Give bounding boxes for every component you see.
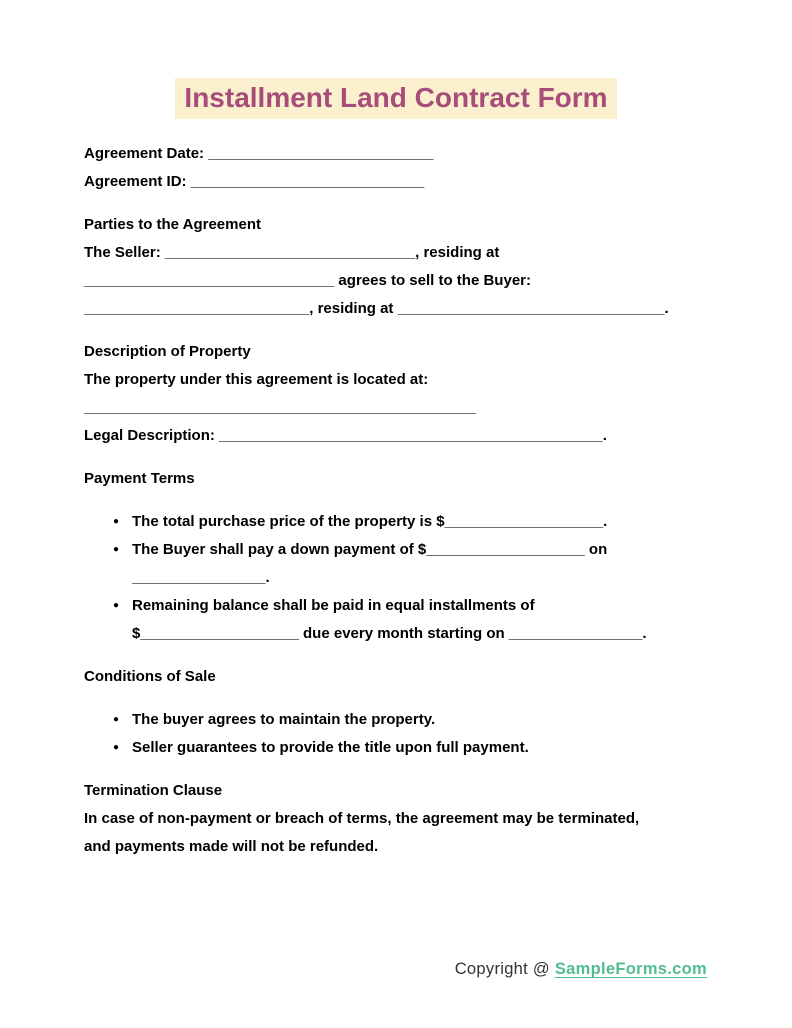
section-heading-conditions: Conditions of Sale	[84, 668, 216, 685]
legal-description-line: Legal Description: ______________________________________________.	[84, 427, 607, 444]
footer-copyright	[455, 958, 707, 981]
property-location-line: The property under this agreement is located at:	[84, 371, 429, 388]
purchase-price-line: ● The total purchase price of the property is $___________________.	[132, 513, 608, 530]
conditions-heading-block	[84, 663, 708, 691]
property-blank-line: _______________________________________________	[84, 399, 477, 416]
parties-line-2: ______________________________ agrees to sell to the Buyer:	[84, 272, 531, 289]
parties-section	[84, 211, 708, 323]
section-heading-parties: Parties to the Agreement	[84, 216, 261, 233]
agreement-id-line: Agreement ID: ____________________________	[84, 173, 425, 190]
agreement-date-line: Agreement Date: ___________________________	[84, 145, 434, 162]
maintain-property-line: ● The buyer agrees to maintain the property.	[132, 711, 436, 728]
title-row	[0, 0, 792, 119]
agreement-meta-block	[84, 140, 708, 196]
termination-section	[84, 777, 708, 861]
payment-terms-list	[84, 508, 708, 648]
parties-line-1: The Seller: ______________________________, residing at	[84, 244, 500, 261]
payment-terms-heading-block	[84, 465, 708, 493]
list-item-purchase-price	[84, 508, 708, 536]
section-heading-property: Description of Property	[84, 343, 251, 360]
list-item-title-guarantee	[84, 734, 708, 762]
section-heading-payment-terms: Payment Terms	[84, 470, 195, 487]
section-heading-termination: Termination Clause	[84, 782, 223, 799]
document-body	[84, 140, 708, 861]
down-payment-line-1: ● The Buyer shall pay a down payment of $___________________ on	[132, 541, 608, 558]
property-section	[84, 338, 708, 450]
sampleforms-link[interactable]: SampleForms.com	[554, 960, 707, 978]
parties-line-3: ___________________________, residing at ________________________________.	[84, 300, 669, 317]
title-guarantee-line: ● Seller guarantees to provide the title upon full payment.	[132, 739, 529, 756]
termination-body-line-1: In case of non-payment or breach of terms, the agreement may be terminated,	[84, 810, 640, 827]
list-item-down-payment	[84, 536, 708, 592]
remaining-balance-line-1: ● Remaining balance shall be paid in equal installments of	[132, 597, 535, 614]
copyright-text: Copyright @	[454, 960, 555, 978]
list-item-maintain-property	[84, 706, 708, 734]
page-title: Installment Land Contract Form	[175, 78, 616, 119]
conditions-list	[84, 706, 708, 762]
down-payment-line-2: ________________.	[132, 569, 270, 586]
list-item-remaining-balance	[84, 592, 708, 648]
remaining-balance-line-2: $___________________ due every month starting on ________________.	[132, 625, 647, 642]
termination-body-line-2: and payments made will not be refunded.	[84, 838, 379, 855]
